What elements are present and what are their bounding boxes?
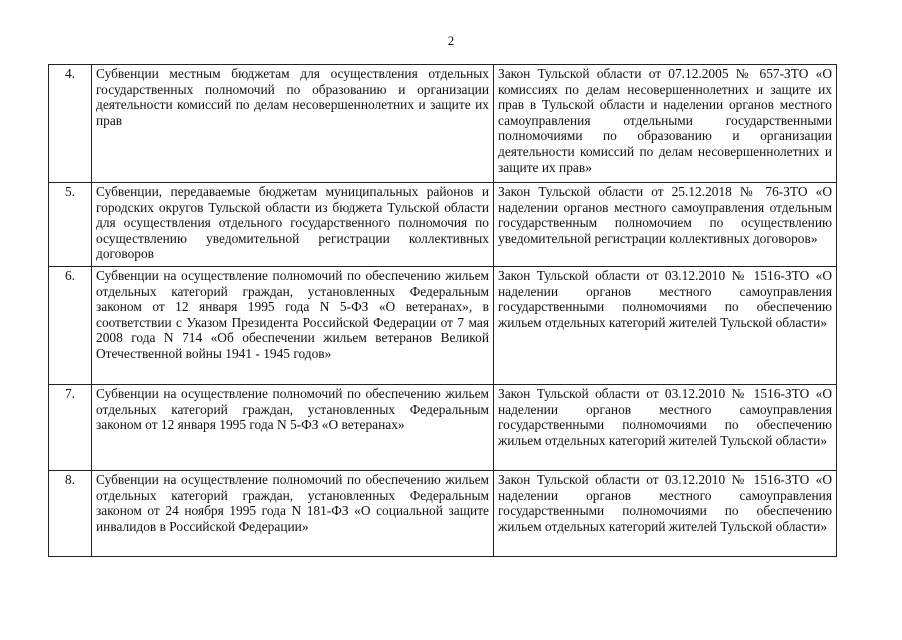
table-row xyxy=(49,267,837,385)
law-reference: Закон Тульской области от 25.12.2018 № 76-ЗТО «О наделении органов местного самоуправления отдельным государственным полномочием по осуществлению уведомительной регистрации коллективных договоров» xyxy=(494,183,837,267)
row-number: 5. xyxy=(49,183,92,267)
table-row xyxy=(49,471,837,557)
table-row xyxy=(49,385,837,471)
row-number: 7. xyxy=(49,385,92,471)
subvention-description: Субвенции на осуществление полномочий по обеспечению жильем отдельных категорий граждан, установленных Федеральным законом от 12 января 1995 года N 5-ФЗ «О ветеранах» xyxy=(92,385,494,471)
page-number: 2 xyxy=(447,33,455,48)
table-row xyxy=(49,65,837,183)
subvention-description: Субвенции на осуществление полномочий по обеспечению жильем отдельных категорий граждан, установленных Федеральным законом от 12 января 1995 года N 5-ФЗ «О ветеранах», в соответствии с Указом Президента Российской Федерации от 7 мая 2008 года N 714 «Об обеспечении жильем ветеранов Великой Отечественной войны 1941 - 1945 годов» xyxy=(92,267,494,385)
table-row xyxy=(49,183,837,267)
law-reference: Закон Тульской области от 03.12.2010 № 1516-ЗТО «О наделении органов местного самоуправления государственными полномочиями по обеспечению жильем отдельных категорий жителей Тульской области» xyxy=(494,267,837,385)
law-reference: Закон Тульской области от 03.12.2010 № 1516-ЗТО «О наделении органов местного самоуправления государственными полномочиями по обеспечению жильем отдельных категорий жителей Тульской области» xyxy=(494,385,837,471)
subvention-description: Субвенции на осуществление полномочий по обеспечению жильем отдельных категорий граждан, установленных Федеральным законом от 24 ноября 1995 года N 181-ФЗ «О социальной защите инвалидов в Российской Федерации» xyxy=(92,471,494,557)
law-reference: Закон Тульской области от 03.12.2010 № 1516-ЗТО «О наделении органов местного самоуправления государственными полномочиями по обеспечению жильем отдельных категорий жителей Тульской области» xyxy=(494,471,837,557)
row-number: 8. xyxy=(49,471,92,557)
subventions-table xyxy=(48,64,837,557)
subvention-description: Субвенции, передаваемые бюджетам муниципальных районов и городских округов Тульской области из бюджета Тульской области для осуществления отдельного государственного полномочия по осуществлению уведомительной регистрации коллективных договоров xyxy=(92,183,494,267)
row-number: 6. xyxy=(49,267,92,385)
row-number: 4. xyxy=(49,65,92,183)
subvention-description: Субвенции местным бюджетам для осуществления отдельных государственных полномочий по образованию и организации деятельности комиссий по делам несовершеннолетних и защите их прав xyxy=(92,65,494,183)
law-reference: Закон Тульской области от 07.12.2005 № 657-ЗТО «О комиссиях по делам несовершеннолетних и защите их прав в Тульской области и наделении органов местного самоуправления отдельными государственными полномочиями по образованию и организации деятельности комиссий по делам несовершеннолетних и защите их прав» xyxy=(494,65,837,183)
